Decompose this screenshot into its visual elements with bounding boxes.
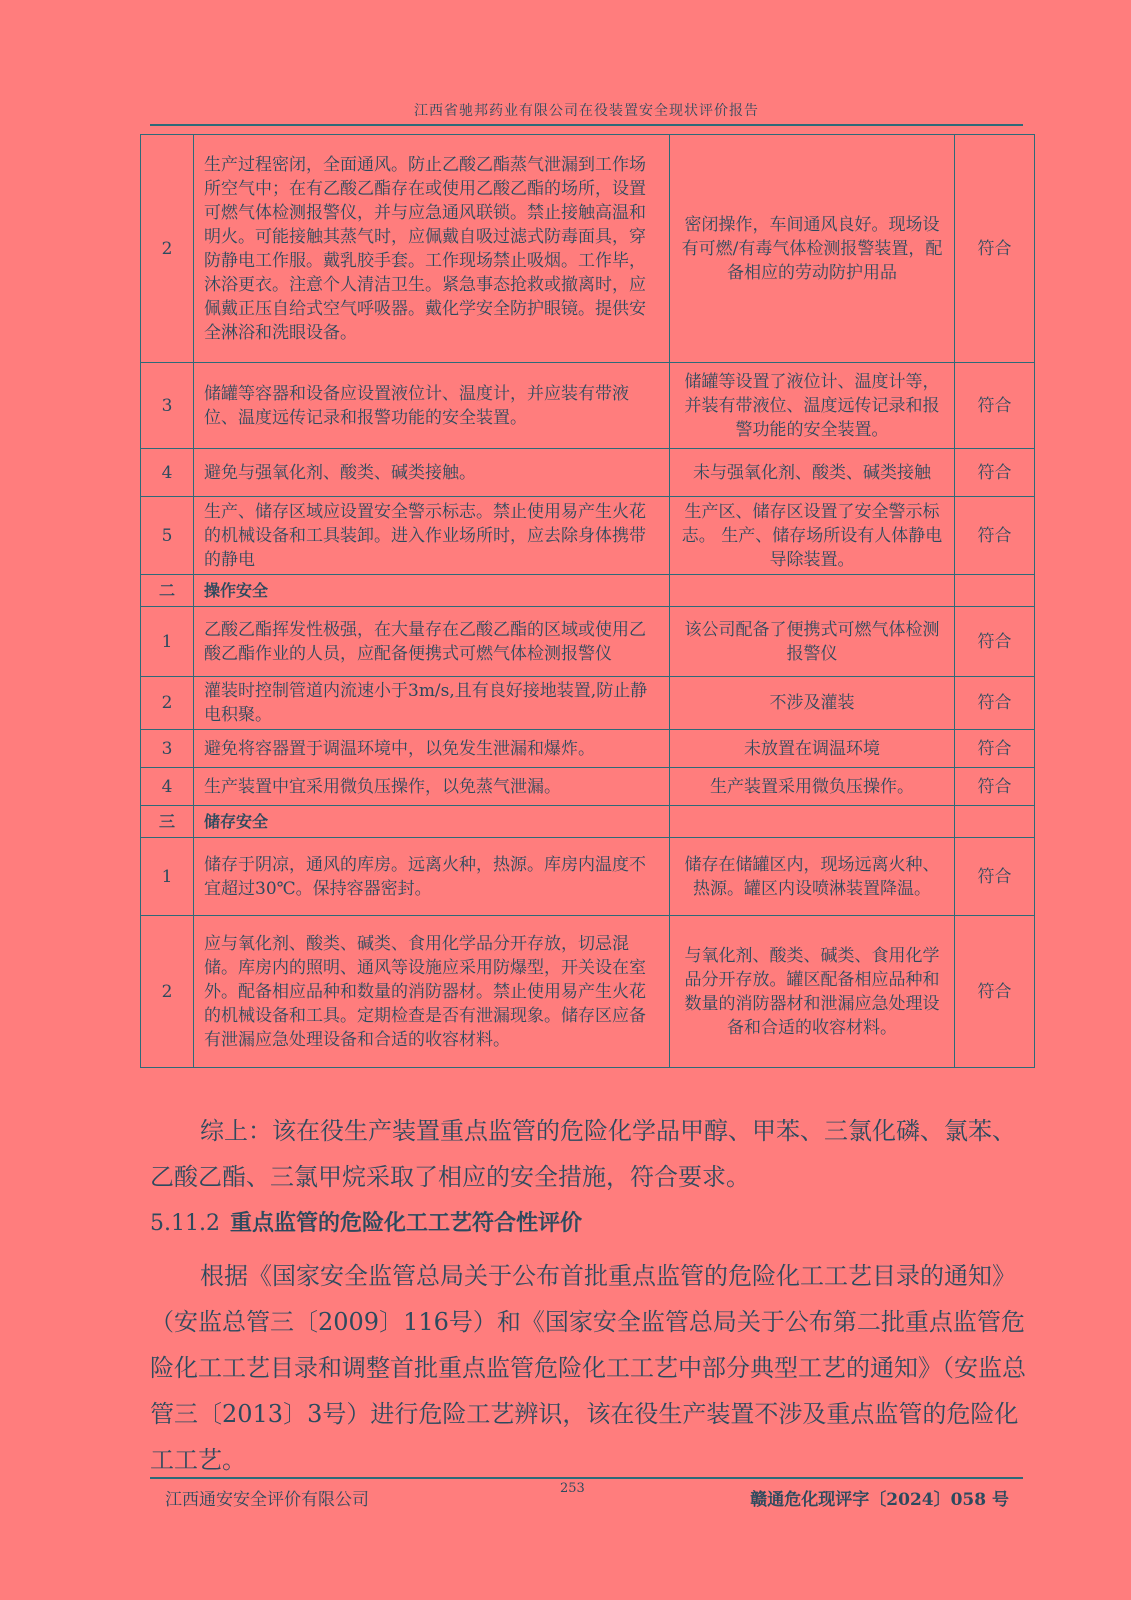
table-row: [141, 768, 1035, 806]
section-title: 重点监管的危险化工工艺符合性评价: [229, 1210, 582, 1236]
row-number: 2: [141, 135, 194, 363]
result-cell: 符合: [955, 916, 1035, 1068]
section-row: [141, 806, 1035, 838]
table-row: [141, 838, 1035, 916]
measure-cell: 未与强氧化剂、酸类、碱类接触: [670, 449, 955, 497]
row-number: 二: [141, 575, 194, 607]
body-paragraph: 根据《国家安全监管总局关于公布首批重点监管的危险化工工艺目录的通知》（安监总管三〔2009〕116号）和《国家安全监管总局关于公布第二批重点监管危险化工工艺目录和调整首批重点监管危险化工工艺中部分典型工艺的通知》（安监总管三〔2013〕3号）进行危险工艺辨识，该在役生产装置不涉及重点监管的危险化工工艺。: [150, 1262, 1026, 1474]
result-cell: 符合: [955, 449, 1035, 497]
measure-cell: 未放置在调温环境: [670, 730, 955, 768]
requirement-cell: 避免与强氧化剂、酸类、碱类接触。: [194, 449, 670, 497]
requirement-cell: 生产、储存区域应设置安全警示标志。禁止使用易产生火花的机械设备和工具装卸。进入作业场所时，应去除身体携带的静电: [194, 497, 670, 575]
section-row: [141, 575, 1035, 607]
requirement-cell: 储罐等容器和设备应设置液位计、温度计，并应装有带液位、温度远传记录和报警功能的安全装置。: [194, 363, 670, 449]
section-title-cell: 操作安全: [194, 575, 670, 607]
measure-cell: 储存在储罐区内，现场远离火种、热源。罐区内设喷淋装置降温。: [670, 838, 955, 916]
summary-paragraph: 综上：该在役生产装置重点监管的危险化学品甲醇、甲苯、三氯化磷、氯苯、乙酸乙酯、三氯甲烷采取了相应的安全措施，符合要求。: [150, 1117, 1016, 1191]
row-number: 2: [141, 677, 194, 730]
measure-cell: 该公司配备了便携式可燃气体检测报警仪: [670, 607, 955, 677]
table-row: [141, 363, 1035, 449]
measure-cell: [670, 575, 955, 607]
result-cell: [955, 575, 1035, 607]
table-row: [141, 607, 1035, 677]
row-number: 2: [141, 916, 194, 1068]
row-number: 1: [141, 838, 194, 916]
measure-cell: 与氧化剂、酸类、碱类、食用化学品分开存放。罐区配备相应品种和数量的消防器材和泄漏应急处理设备和合适的收容材料。: [670, 916, 955, 1068]
result-cell: 符合: [955, 677, 1035, 730]
measure-cell: 储罐等设置了液位计、温度计等，并装有带液位、温度远传记录和报警功能的安全装置。: [670, 363, 955, 449]
page-number: 253: [560, 1481, 585, 1496]
requirement-cell: 生产装置中宜采用微负压操作，以免蒸气泄漏。: [194, 768, 670, 806]
requirement-cell: 避免将容器置于调温环境中，以免发生泄漏和爆炸。: [194, 730, 670, 768]
table-row: [141, 730, 1035, 768]
measure-cell: 不涉及灌装: [670, 677, 955, 730]
requirements-table-body: [141, 135, 1035, 1068]
footer-company: 江西通安安全评价有限公司: [165, 1490, 369, 1510]
result-cell: [955, 806, 1035, 838]
row-number: 3: [141, 730, 194, 768]
requirement-cell: 生产过程密闭，全面通风。防止乙酸乙酯蒸气泄漏到工作场所空气中；在有乙酸乙酯存在或使用乙酸乙酯的场所，设置可燃气体检测报警仪，并与应急通风联锁。禁止接触高温和明火。可能接触其蒸气时，应佩戴自吸过滤式防毒面具，穿防静电工作服。戴乳胶手套。工作现场禁止吸烟。工作毕，沐浴更衣。注意个人清洁卫生。紧急事态抢救或撤离时，应佩戴正压自给式空气呼吸器。戴化学安全防护眼镜。提供安全淋浴和洗眼设备。: [194, 135, 670, 363]
result-cell: 符合: [955, 135, 1035, 363]
section-title-cell: 储存安全: [194, 806, 670, 838]
table-row: [141, 916, 1035, 1068]
section-number: 5.11.2: [150, 1211, 220, 1236]
table-row: [141, 677, 1035, 730]
row-number: 1: [141, 607, 194, 677]
result-cell: 符合: [955, 607, 1035, 677]
document-number: 赣通危化现评字〔2024〕058 号: [750, 1490, 1009, 1510]
table-row: [141, 135, 1035, 363]
requirement-cell: 灌装时控制管道内流速小于3m/s,且有良好接地装置,防止静电积聚。: [194, 677, 670, 730]
row-number: 4: [141, 449, 194, 497]
result-cell: 符合: [955, 768, 1035, 806]
requirement-cell: 乙酸乙酯挥发性极强，在大量存在乙酸乙酯的区域或使用乙酸乙酯作业的人员，应配备便携式可燃气体检测报警仪: [194, 607, 670, 677]
table-row: [141, 497, 1035, 575]
measure-cell: 密闭操作，车间通风良好。现场设有可燃/有毒气体检测报警装置，配备相应的劳动防护用品: [670, 135, 955, 363]
result-cell: 符合: [955, 497, 1035, 575]
section-heading: [150, 1206, 582, 1237]
footer-rule: [150, 1477, 1023, 1479]
result-cell: 符合: [955, 838, 1035, 916]
row-number: 5: [141, 497, 194, 575]
result-cell: 符合: [955, 363, 1035, 449]
row-number: 三: [141, 806, 194, 838]
page-header: 江西省驰邦药业有限公司在役装置安全现状评价报告: [414, 103, 759, 119]
row-number: 4: [141, 768, 194, 806]
measure-cell: 生产区、储存区设置了安全警示标志。 生产、储存场所设有人体静电导除装置。: [670, 497, 955, 575]
header-rule: [150, 124, 1023, 126]
row-number: 3: [141, 363, 194, 449]
requirement-cell: 应与氧化剂、酸类、碱类、食用化学品分开存放，切忌混储。库房内的照明、通风等设施应采用防爆型，开关设在室外。配备相应品种和数量的消防器材。禁止使用易产生火花的机械设备和工具。定期检查是否有泄漏现象。储存区应备有泄漏应急处理设备和合适的收容材料。: [194, 916, 670, 1068]
table-row: [141, 449, 1035, 497]
requirement-cell: 储存于阴凉，通风的库房。远离火种，热源。库房内温度不宜超过30℃。保持容器密封。: [194, 838, 670, 916]
requirements-table: [140, 134, 1035, 1068]
measure-cell: 生产装置采用微负压操作。: [670, 768, 955, 806]
measure-cell: [670, 806, 955, 838]
result-cell: 符合: [955, 730, 1035, 768]
